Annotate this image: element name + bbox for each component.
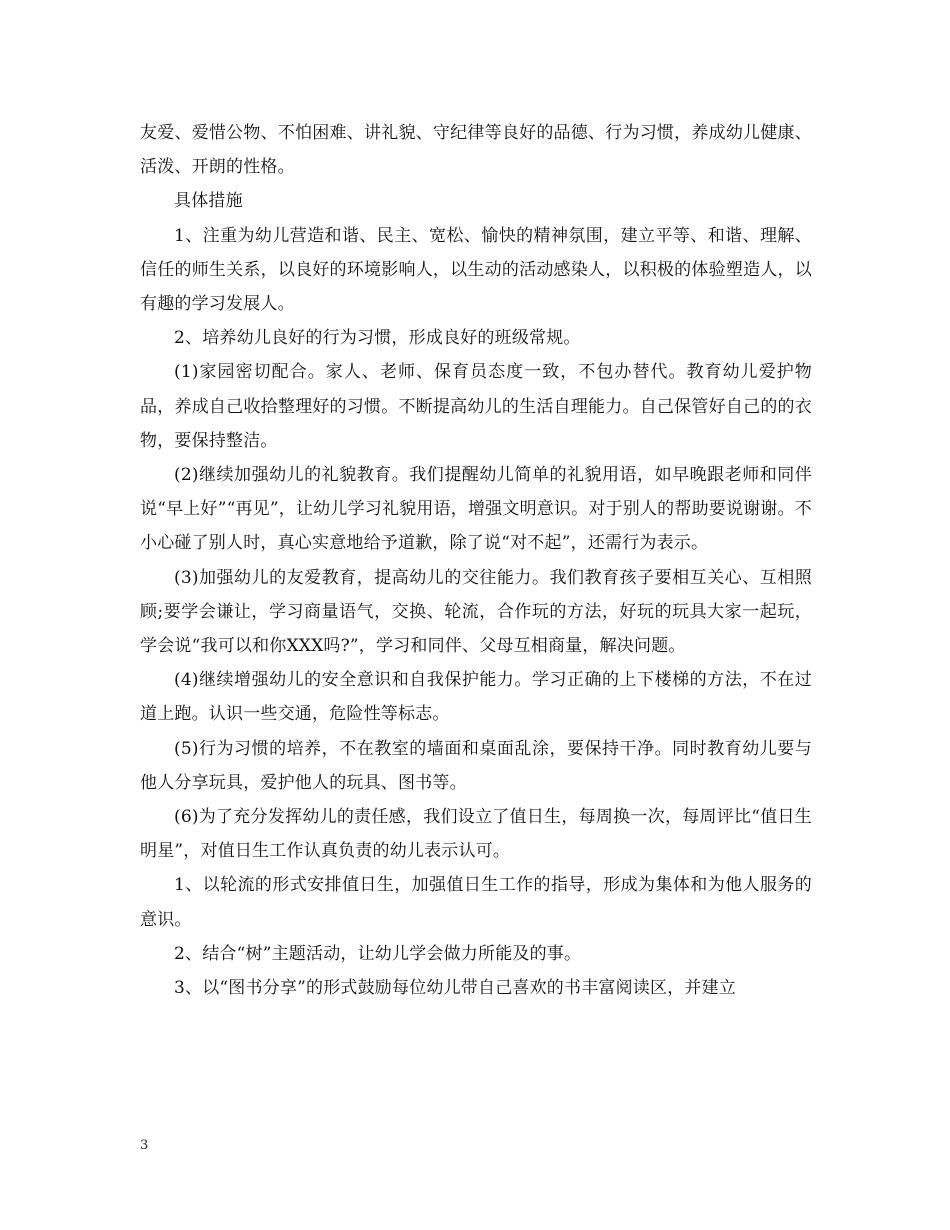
paragraph: (6)为了充分发挥幼儿的责任感，我们设立了值日生，每周换一次，每周评比“值日生明星”，对值日生工作认真负责的幼儿表示认可。 (140, 807, 812, 862)
paragraph: (4)继续增强幼儿的安全意识和自我保护能力。学习正确的上下楼梯的方法，不在过道上跑。认识一些交通，危险性等标志。 (140, 670, 812, 725)
paragraph: 2、培养幼儿良好的行为习惯，形成良好的班级常规。 (174, 328, 581, 349)
section-heading: 具体措施 (174, 191, 243, 212)
paragraph: (3)加强幼儿的友爱教育，提高幼儿的交往能力。我们教育孩子要相互关心、互相照顾;要学会谦让，学习商量语气，交换、轮流，合作玩的方法，好玩的玩具大家一起玩，学会说“我可以和你XXX吗?”，学习和同伴、父母互相商量，解决问题。 (140, 567, 812, 657)
paragraph: (1)家园密切配合。家人、老师、保育员态度一致，不包办替代。教育幼儿爱护物品，养成自己收拾整理好的习惯。不断提高幼儿的生活自理能力。自己保管好自己的的衣物，要保持整洁。 (140, 362, 812, 451)
paragraph-continuation: 友爱、爱惜公物、不怕困难、讲礼貌、守纪律等良好的品德、行为习惯，养成幼儿健康、活泼、开朗的性格。 (140, 123, 812, 178)
paragraph: 3、以“图书分享”的形式鼓励每位幼儿带自己喜欢的书丰富阅读区，并建立 (174, 978, 736, 999)
document-body (140, 116, 812, 1005)
page-number: 3 (140, 1138, 149, 1153)
paragraph: 1、以轮流的形式安排值日生，加强值日生工作的指导，形成为集体和为他人服务的意识。 (140, 875, 812, 930)
paragraph: (2)继续加强幼儿的礼貌教育。我们提醒幼儿简单的礼貌用语，如早晚跟老师和同伴说“早上好”“再见”，让幼儿学习礼貌用语，增强文明意识。对于别人的帮助要说谢谢。不小心碰了别人时，真心实意地给予道歉，除了说“对不起”，还需行为表示。 (140, 465, 812, 554)
paragraph: (5)行为习惯的培养，不在教室的墙面和桌面乱涂，要保持干净。同时教育幼儿要与他人分享玩具，爱护他人的玩具、图书等。 (140, 738, 812, 793)
paragraph: 2、结合“树”主题活动，让幼儿学会做力所能及的事。 (174, 943, 582, 964)
paragraph: 1、注重为幼儿营造和谐、民主、宽松、愉快的精神氛围，建立平等、和谐、理解、信任的师生关系，以良好的环境影响人，以生动的活动感染人，以积极的体验塑造人，以有趣的学习发展人。 (140, 225, 812, 315)
